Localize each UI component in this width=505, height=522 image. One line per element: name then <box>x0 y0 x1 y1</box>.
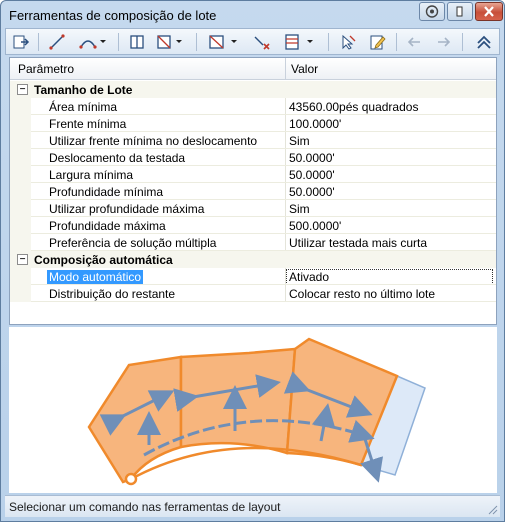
collapse-icon <box>474 33 494 51</box>
column-header-value[interactable]: Valor <box>291 62 319 76</box>
edit-button[interactable] <box>366 31 390 52</box>
minimize-icon <box>448 3 472 20</box>
start-point <box>126 474 136 484</box>
column-header-parameter[interactable]: Parâmetro <box>18 62 75 76</box>
category-label: Composição automática <box>34 253 173 267</box>
parameter-value[interactable]: 50.0000' <box>289 185 335 199</box>
toolbar <box>5 28 500 55</box>
parameter-value[interactable]: 100.0000' <box>289 117 342 131</box>
parameter-value[interactable]: Utilizar testada mais curta <box>289 236 428 250</box>
parameter-name: Distribuição do restante <box>49 287 176 301</box>
grid-header <box>10 58 496 80</box>
resize-grip-icon[interactable] <box>488 505 498 515</box>
window-title: Ferramentas de composição de lote <box>9 8 217 23</box>
layout-preview <box>9 327 497 493</box>
close-icon <box>476 3 502 20</box>
parameter-name: Utilizar frente mínima no deslocamento <box>49 134 258 148</box>
help-icon <box>420 3 444 20</box>
table-row-selected[interactable] <box>10 268 496 285</box>
table-row[interactable] <box>10 234 496 251</box>
undo-icon <box>404 33 424 51</box>
slide-line-button[interactable] <box>126 31 148 52</box>
line-tool-button[interactable] <box>46 31 68 52</box>
status-bar <box>5 495 500 517</box>
parameter-name: Frente mínima <box>49 117 127 131</box>
edit-icon <box>368 33 388 51</box>
parameter-value[interactable]: 50.0000' <box>289 168 335 182</box>
line-icon <box>48 33 66 51</box>
collapse-toggle-icon[interactable]: − <box>17 254 28 265</box>
parameter-value[interactable]: Sim <box>289 134 310 148</box>
table-row[interactable] <box>10 200 496 217</box>
category-row-auto-layout[interactable] <box>10 251 496 268</box>
delete-subentity-icon <box>252 33 272 51</box>
slide-line-icon <box>128 33 146 51</box>
parameter-grid <box>9 57 497 325</box>
table-row[interactable] <box>10 149 496 166</box>
parameter-value-dropdown[interactable]: Ativado <box>287 270 492 284</box>
lot-2 <box>181 349 295 453</box>
table-row[interactable] <box>10 115 496 132</box>
lot-attributes-icon <box>283 33 315 51</box>
collapse-toggle-icon[interactable]: − <box>17 84 28 95</box>
delete-subentity-button[interactable] <box>250 31 274 52</box>
parameter-name: Profundidade mínima <box>49 185 164 199</box>
status-text: Selecionar um comando nas ferramentas de layout <box>9 500 281 514</box>
parameter-value[interactable]: 50.0000' <box>289 151 335 165</box>
swing-line-button[interactable] <box>154 31 184 52</box>
parameter-name: Área mínima <box>49 100 118 114</box>
table-row[interactable] <box>10 98 496 115</box>
parameter-name: Deslocamento da testada <box>49 151 186 165</box>
curve-tool-button[interactable] <box>78 31 108 52</box>
redo-icon <box>434 33 454 51</box>
parameter-value[interactable]: Sim <box>289 202 310 216</box>
redo-button[interactable] <box>432 31 456 52</box>
collapse-button[interactable] <box>472 31 496 52</box>
category-label: Tamanho de Lote <box>34 83 133 97</box>
import-button[interactable] <box>10 31 32 52</box>
parameter-name: Profundidade máxima <box>49 219 166 233</box>
auto-layout-button[interactable] <box>206 31 240 52</box>
import-icon <box>12 33 30 51</box>
parameter-name: Largura mínima <box>49 168 134 182</box>
table-row[interactable] <box>10 166 496 183</box>
lot-attributes-button[interactable] <box>282 31 316 52</box>
lot-layout-diagram <box>9 327 497 493</box>
select-icon <box>338 33 358 51</box>
title-bar <box>1 1 504 29</box>
parameter-name: Preferência de solução múltipla <box>49 236 217 250</box>
parameter-name: Utilizar profundidade máxima <box>49 202 205 216</box>
auto-layout-icon <box>207 33 239 51</box>
select-button[interactable] <box>336 31 360 52</box>
parameter-value[interactable]: 500.0000' <box>289 219 342 233</box>
category-row-lot-size[interactable] <box>10 81 496 98</box>
curve-icon <box>79 33 107 51</box>
parameter-value[interactable]: 43560.00pés quadrados <box>289 100 419 114</box>
parameter-value[interactable]: Colocar resto no último lote <box>289 287 436 301</box>
minimize-button[interactable] <box>447 2 473 21</box>
swing-line-icon <box>155 33 183 51</box>
table-row[interactable] <box>10 285 496 302</box>
table-row[interactable] <box>10 217 496 234</box>
table-row[interactable] <box>10 132 496 149</box>
undo-button[interactable] <box>402 31 426 52</box>
help-button[interactable] <box>419 2 445 21</box>
table-row[interactable] <box>10 183 496 200</box>
close-button[interactable] <box>475 2 503 21</box>
parameter-name: Modo automático <box>49 270 142 284</box>
